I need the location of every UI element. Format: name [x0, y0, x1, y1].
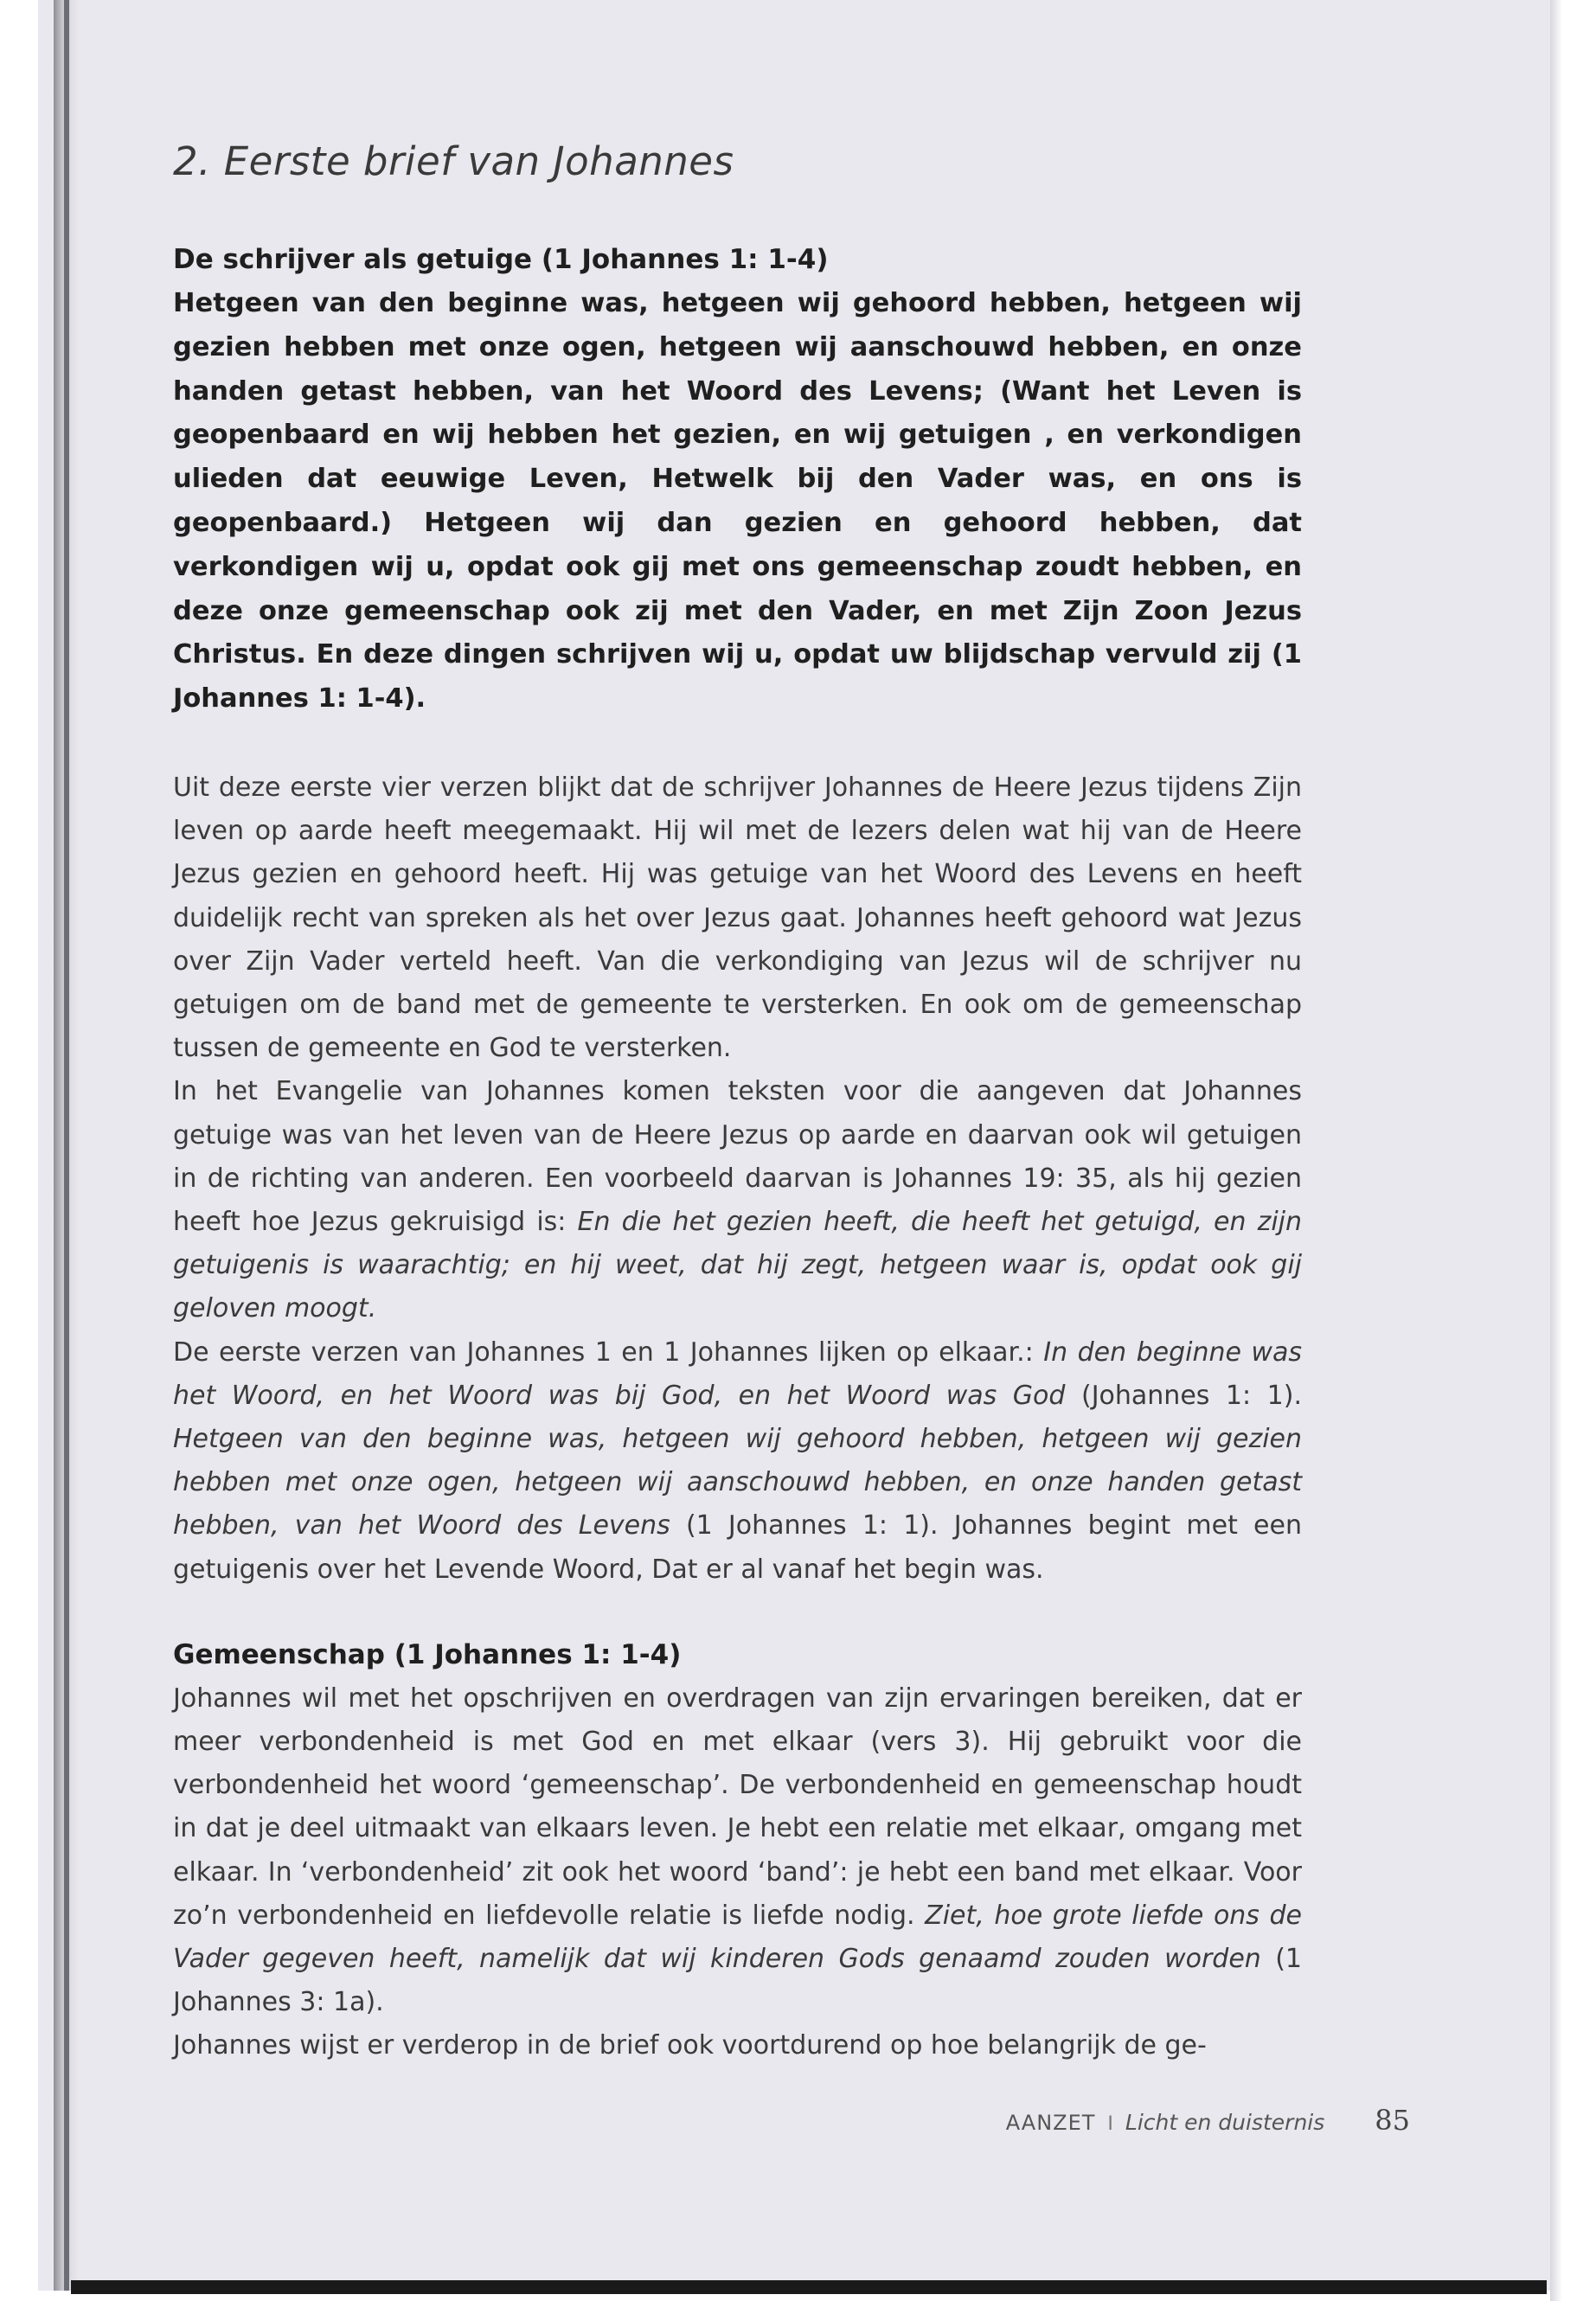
section-heading-witness: De schrijver als getuige (1 Johannes 1: 1-4) [173, 244, 829, 275]
bible-quote-block: Hetgeen van den beginne was, hetgeen wij gehoord hebben, hetgeen wij gezien hebben met onze ogen, hetgeen wij aanschouwd hebben, en onze handen getast hebben, van het Woord des Levens; (Want het Leven is geopenbaard en wij hebben het gezien, en wij getuigen , en verkondigen ulieden dat eeuwige Leven, Hetwelk bij den Vader was, en ons is geopenbaard.) Hetgeen wij dan gezien en gehoord hebben, dat verkondigen wij u, opdat ook gij met ons gemeenschap zoudt hebben, en deze onze gemeenschap ook zij met den Vader, en met Zijn Zoon Jezus Christus. En deze dingen schrijven wij u, opdat uw blijdschap vervuld zij (1 Johannes 1: 1-4). [173, 288, 1302, 715]
book-spine-line [64, 0, 69, 2291]
paragraph-compare-verses [173, 1331, 1302, 1592]
fellowship-ref: (1 Johannes 3: 1a). [173, 1944, 1303, 2018]
footer-chapter-title: Licht en duisternis [1125, 2110, 1325, 2135]
paragraph-fellowship [173, 1677, 1302, 2025]
compare-intro: De eerste verzen van Johannes 1 en 1 Johannes lijken op elkaar.: [173, 1336, 1044, 1368]
page-bottom-edge [71, 2280, 1547, 2294]
footer-separator: I [1107, 2113, 1113, 2135]
compare-quote-john: In den beginne was het Woord, en het Woord was bij God, en het Woord was God [173, 1336, 1302, 1411]
section-heading-fellowship: Gemeenschap (1 Johannes 1: 1-4) [173, 1638, 682, 1670]
fellowship-text: Johannes wil met het opschrijven en overdragen van zijn ervaringen bereiken, dat er meer verbondenheid is met God en met elkaar (vers 3). Hij gebruikt voor die verbondenheid het woord ‘gemeenschap’. De verbondenheid en gemeenschap houdt in dat je deel uitmaakt van elkaars leven. Je hebt een relatie met elkaar, omgang met elkaar. In ‘verbondenheid’ zit ook het woord ‘band’: je hebt een band met elkaar. Voor zo’n verbondenheid en liefdevolle relatie is liefde nodig. [173, 1682, 1302, 1931]
paragraph-witness-intro: Uit deze eerste vier verzen blijkt dat de schrijver Johannes de Heere Jezus tijdens Zijn leven op aarde heeft meegemaakt. Hij wil met de lezers delen wat hij van de Heere Jezus gezien en gehoord heeft. Hij was getuige van het Woord des Levens en heeft duidelijk recht van spreken als het over Jezus gaat. Johannes heeft gehoord wat Jezus over Zijn Vader verteld heeft. Van die verkondiging van Jezus wil de schrijver nu getuigen om de band met de gemeente te versterken. En ook om de gemeenschap tussen de gemeente en God te versterken. [173, 772, 1302, 1064]
paragraph-continuation: Johannes wijst er verderop in de brief ook voortdurend op hoe belangrijk de ge- [173, 2030, 1207, 2061]
section-gap [173, 1592, 1302, 1633]
chapter-title: 2. Eerste brief van Johannes [173, 138, 734, 184]
compare-ref-john: (Johannes 1: 1). [1065, 1380, 1302, 1411]
compare-ref-1john: (1 Johannes 1: 1). Johannes begint met een getuigenis over het Levende Woord, Dat er al vanaf het begin was. [173, 1510, 1302, 1585]
fellowship-quote: Ziet, hoe grote liefde ons de Vader gegeven heeft, namelijk dat wij kinderen Gods genaamd zouden worden [173, 1900, 1302, 1975]
page-footer [1003, 2104, 1410, 2137]
paragraph-gospel-witness [173, 1070, 1302, 1330]
page-number: 85 [1375, 2104, 1410, 2137]
footer-running-head: AANZET [1005, 2111, 1096, 2135]
paragraph-gospel-quote: En die het gezien heeft, die heeft het getuigd, en zijn getuigenis is waarachtig; en hij weet, dat hij zegt, hetgeen waar is, opdat ook gij geloven moogt. [173, 1207, 1303, 1324]
paragraph-gospel-text: In het Evangelie van Johannes komen teksten voor die aangeven dat Johannes getuige was van het leven van de Heere Jezus op aarde en daarvan ook wil getuigen in de richting van anderen. Een voorbeeld daarvan is Johannes 19: 35, als hij gezien heeft hoe Jezus gekruisigd is: [173, 1076, 1302, 1237]
page-right-edge [1550, 0, 1562, 2301]
page-content [173, 138, 1302, 2068]
compare-quote-1john: Hetgeen van den beginne was, hetgeen wij gehoord hebben, hetgeen wij gezien hebben met onze ogen, hetgeen wij aanschouwd hebben, en onze handen getast hebben, van het Woord des Levens [173, 1424, 1302, 1541]
